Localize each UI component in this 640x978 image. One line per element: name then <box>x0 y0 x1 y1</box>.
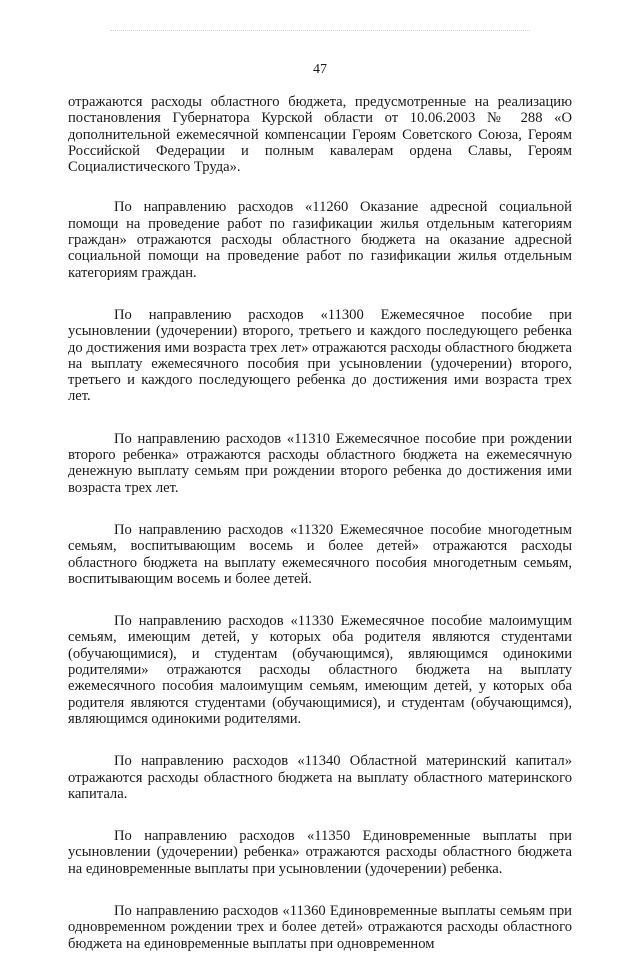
paragraph-11260: По направлению расходов «11260 Оказание адресной социальной помощи на проведение работ по газификации жилья отдельным категориям граждан» отражаются расходы областного бюджета на оказание адресной социальной помощи на проведение работ по газификации жилья отдельным категориям граждан. <box>68 199 572 281</box>
paragraph-continuation: отражаются расходы областного бюджета, предусмотренные на реализацию постановления Губернатора Курской области от 10.06.2003 № 288 «О дополнительной ежемесячной компенсации Героям Советского Союза, Героям Российской Федерации и полным кавалерам ордена Славы, Героям Социалистического Труда». <box>68 94 572 176</box>
paragraph-11310: По направлению расходов «11310 Ежемесячное пособие при рождении второго ребенка» отражаются расходы областного бюджета на ежемесячную денежную выплату семьям при рождении второго ребенка до достижения ими возраста трех лет. <box>68 430 572 496</box>
scan-artifact-line <box>110 30 530 33</box>
document-body <box>68 94 572 978</box>
paragraph-11340: По направлению расходов «11340 Областной материнский капитал» отражаются расходы областного бюджета на выплату областного материнского капитала. <box>68 753 572 802</box>
paragraph-11360: По направлению расходов «11360 Единовременные выплаты семьям при одновременном рождении трех и более детей» отражаются расходы областного бюджета на единовременные выплаты при одновременном <box>68 902 572 952</box>
paragraph-11330: По направлению расходов «11330 Ежемесячное пособие малоимущим семьям, имеющим детей, у которых оба родителя являются студентами (обучающимися), и студентам (обучающимся), являющимся одинокими родителями» отражаются расходы областного бюджета на выплату ежемесячного пособия малоимущим семьям, имеющим детей, у которых оба родителя являются студентами (обучающимися), и студентам (обучающимся), являющимся одинокими родителями. <box>68 613 572 727</box>
paragraph-11300: По направлению расходов «11300 Ежемесячное пособие при усыновлении (удочерении) второго, третьего и каждого последующего ребенка до достижения ими возраста трех лет» отражаются расходы областного бюджета на выплату ежемесячного пособия при усыновлении (удочерении) второго, третьего и каждого последующего ребенка до достижения ими возраста трех лет. <box>68 306 572 405</box>
page-number: 47 <box>313 62 327 77</box>
paragraph-11320: По направлению расходов «11320 Ежемесячное пособие многодетным семьям, воспитывающим восемь и более детей» отражаются расходы областного бюджета на выплату ежемесячного пособия многодетным семьям, воспитывающим восемь и более детей. <box>68 521 572 587</box>
paragraph-11350: По направлению расходов «11350 Единовременные выплаты при усыновлении (удочерении) ребенка» отражаются расходы областного бюджета на единовременные выплаты при усыновлении (удочерении) ребенка. <box>68 828 572 877</box>
